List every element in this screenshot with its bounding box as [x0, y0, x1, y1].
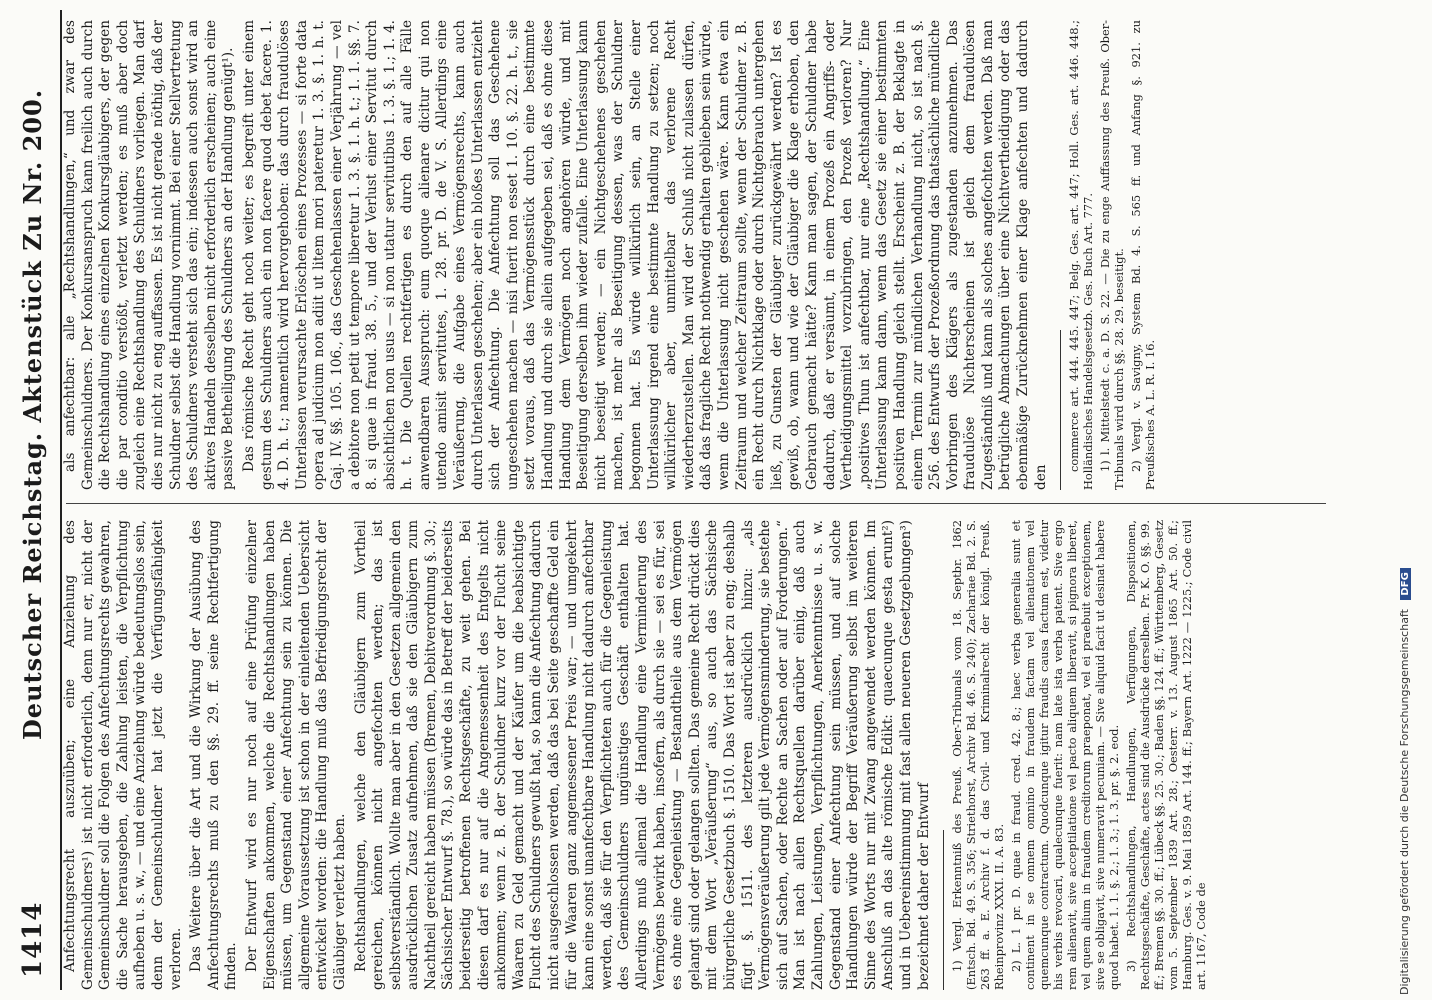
left-paragraph-2: Das Weitere über die Art und die Wirkung der Ausübung des Anfechtungsrechts muß zu den §§. 29. ff. seine Rechtfertigung finden. [188, 520, 240, 990]
funding-note-text: Digitalisierung gefördert durch die Deutsche Forschungsgemeinschaft [1398, 609, 1411, 995]
column-divider [66, 503, 1326, 504]
page-number: 1414 [18, 901, 48, 978]
left-paragraph-4: Rechtshandlungen, welche den Gläubigern zum Vortheil gereichen, können nicht angefochten werden; das ist selbstverständlich. Wollte man aber in den Gesetzen allgemein den ausdrücklichen Zusatz aufnehmen, daß sie den Gläubigern zum Nachtheil gereicht haben müssen (Bremen, Debitverordnung §. 30.; Sächsischer Entwurf §. 78.), so würde das in Betreff der beiderseits beiderseitig betroffenen Rechtsgeschäfte, zu weit gehen. Bei diesen darf es nur auf die Angemessenheit des Entgelts nicht ankommen; wenn z. B. der Schuldner kurz vor der Flucht seine Waaren zu Geld gemacht und der Käufer um die beabsichtigte Flucht des Schuldners gewußt hat, so kann die Anfechtung dadurch nicht ausgeschlossen werden, daß das bei Seite geschaffte Geld ein für die Waaren ganz angemessener Preis war; — und umgekehrt kann eine sonst unanfechtbare Handlung nicht dadurch anfechtbar werden, daß sie für den Verpflichteten auch für die Gegenleistung des Gemeinschuldners ungünstiges Geschäft enthalten hat. Allerdings muß allemal die Handlung eine Verminderung des Vermögens bewirkt haben, insofern, als durch sie — sei es für, sei es ohne eine Gegenleistung — Bestandtheile aus dem Vermögen gelangt sind oder gelangen sollten. Das gemeine Recht drückt dies mit dem Wort „Veräußerung“ aus, so auch das Sächsische bürgerliche Gesetzbuch §. 1510. Das Wort ist aber zu eng; deshalb fügt §. 1511. des letzteren ausdrücklich hinzu: „als Vermögensveräußerung gilt jede Vermögensminderung, sie bestehe sich auf Sachen, oder Rechte an Sachen oder auf Forderungen.“ Man ist nach allen Rechtsquellen darüber einig, daß auch Zahlungen, Leistungen, Verpflichtungen, Anerkenntnisse u. s. w. Gegenstand einer Anfechtung sein müssen, und auf solche Handlungen würde der Begriff Veräußerung selbst im weiteren Sinne des Worts nur mit Zwang angewendet werden können. Im Anschluß an das alte römische Edikt: quaecunque gesta erunt²) und in Uebereinstimmung mit fast allen neueren Gesetzgebungen³) bezeichnet daher der Entwurf [352, 520, 932, 990]
funding-note [1398, 35, 1418, 995]
left-footnote-2: 2) L. 1 pr. D. quae in fraud. cred. 42. 8.; haec verba generalia sunt et continent in se omnem omnino in fraudem factam vel alienationem vel quemcunque contractum. Quodcunque igitur fraudis causa factum est, videtur his verbis revocari, qualecunque fuerit: nam late ista verba patent. Sive ergo rem alienavit, sive acceptilatione vel pacto aliquem liberavit, si pignora liberet, vel quem alium in fraudem creditorum praeponat, vel ei praebuit exceptionem, sive se obligavit, sive numeravit pecuniam. — Sive aliquid facit ut desinat habere quod habet. 1. 1. §. 2.; 1. 3.; 1. 3. pr. §. 2. eod. [1009, 520, 1122, 990]
left-footnote-1: 1) Vergl. Erkenntniß des Preuß. Ober-Tribunals vom 18. Septbr. 1862 (Entsch. Bd. 49. S. 356; Striethorst, Archiv Bd. 46. S. 240); Zachariae Bd. 2. S. 263 ff. a. E. Archiv f. d. das Civil- und Kriminalrecht der königl. Preuß. Rheinprovinz XXXI. II. A. 83. [950, 520, 1007, 990]
left-column [62, 520, 1332, 990]
right-footnote-3: 2) Vergl. v. Savigny, System Bd. 4. S. 565 ff. und Anfang §. 921. zu Preußisches A. L. R. I. 16. [1129, 20, 1158, 490]
footnote-rule [1060, 330, 1061, 490]
rotated-page-content [10, 10, 1400, 990]
page-header [18, 10, 54, 990]
right-paragraph-1: als anfechtbar: alle „Rechtshandlungen,“ und zwar des Gemeinschuldners. Der Konkursanspruch kann freilich auch durch die Rechtshandlung eines einzelnen Konkursgläubigers, der gegen die par conditio verstößt, verletzt werden; es muß aber doch zugleich eine Rechtshandlung des Schuldners vorliegen. Man darf dies nur nicht zu eng auffassen. Es ist nicht gerade nöthig, daß der Schuldner selbst die Handlung vornimmt. Bei einer Stellvertretung des Schuldners versteht sich das ein; indessen auch sonst wird an aktives Handeln desselben nicht erforderlich erscheinen; auch eine passive Betheiligung des Schuldners an der Handlung genügt¹). [62, 20, 237, 490]
right-footnote-2: 1) l. Mittelstedt c. a. D. S. 22. — Die zu enge Auffassung des Preuß. Ober-Tribunals wird durch §§. 28. 29. beseitigt. [1098, 20, 1127, 490]
right-column [62, 20, 1332, 490]
left-paragraph-3: Der Entwurf wird es nur noch auf eine Prüfung einzelner Eigenschaften ankommen, welche die Rechtshandlungen haben müssen, um Gegenstand einer Anfechtung sein zu können. Die allgemeine Voraussetzung ist schon in der einleitenden Uebersicht entwickelt worden: die Handlung muß das Befriedigungsrecht der Gläubiger verletzt haben. [243, 520, 348, 990]
right-footnote-1: commerce art. 444. 445. 447; Belg. Ges. art. 447; Holl. Ges. art. 446. 448.; Holländisches Handelsgesetzb. Ges. Buch Art. 777. [1067, 20, 1096, 490]
running-title: Deutscher Reichstag. Aktenstück Zu Nr. 200. [18, 88, 47, 740]
dfg-logo: DFG [1400, 568, 1411, 599]
right-paragraph-2: Das römische Recht geht noch weiter; es begreift unter einem gestum des Schuldners auch ein non facere quod debet facere. 1. 4. D. h. t.; namentlich wird hervorgehoben: das durch fraudulöses Unterlassen verursachte Erlöschen eines Prozesses — si forte data opera ad judicium non adiit ut litem mori pateretur 1. 3. §. 1. h. t. Gaj. IV. §§. 105. 106., das Geschehenlassen einer Verjährung — vel a debitore non petit ut tempore liberetur 1. 3. §. 1. h. t.; 1. 1. §§. 7. 8. si quae in fraud. 38. 5., und der Verlust einer Servitut durch absichtlichen non usus — si non utatur servitutibus 1. 3. §. 1.; 1. 4. h. t. Die Quellen rechtfertigen es durch den auf alle Fälle anwendbaren Ausspruch: eum quoque alienare dicitur qui non utendo amisit servitutes, 1. 28. pr. D. de V. S. Allerdings eine Veräußerung, die Aufgabe eines Vermögensrechts, kann auch durch Unterlassen geschehen; aber ein bloßes Unterlassen entzieht sich der Anfechtung. Die Anfechtung soll das Geschehene ungeschehen machen — nisi fuerit non esset 1. 10. §. 22. h. t., sie setzt voraus, daß das Vermögensstück durch eine bestimmte Handlung und durch sie allein aufgegeben sei, daß es ohne diese Handlung dem Vermögen noch angehören würde, und mit Beseitigung derselben ihm wieder zufalle. Eine Unterlassung kann nicht beseitigt werden; — ein Nichtgeschehenes geschehen machen, ist mehr als Beseitigung dessen, was der Schuldner begonnen hat. Es würde willkürlich sein, an Stelle einer Unterlassung irgend eine bestimmte Handlung zu setzen; noch willkürlicher aber, unmittelbar das verlorene Recht wiederherzustellen. Man wird der Schluß nicht zulassen dürfen, daß das fragliche Recht nothwendig erhalten geblieben sein würde, wenn die Unterlassung nicht geschehen wäre. Kann etwa ein Zeitraum und welcher Zeitraum sollte, wenn der Schuldner z. B. ein Recht durch Nichtklage oder durch Nichtgebrauch untergehen ließ, zu Gunsten der Gläubiger zurückgewährt werden? Ist es gewiß, ob, wann und wie der Gläubiger die Klage erhoben, den Gebrauch gemacht hätte? Kann man sagen, der Schuldner habe dadurch, daß er versäumt, in einem Prozeß ein Angriffs- oder Vertheidigungsmittel vorzubringen, den Prozeß verloren? Nur „positives Thun ist anfechtbar, nur eine „Rechtshandlung.“ Eine Unterlassung kann dann, wenn das Gesetz sie einer bestimmten positiven Handlung gleich stellt. Erscheint z. B. der Beklagte in einem Termin zur mündlichen Verhandlung nicht, so ist nach §. 256. des Entwurfs der Prozeßordnung das thatsächliche mündliche Vorbringen des Klägers als zugestanden anzunehmen. Das fraudulöse Nichterscheinen ist gleich dem fraudulösen Zugeständniß und kann als solches angefochten werden. Daß man betrügliche Abmachungen über eine Nichtvertheidigung oder das ebenmäßige Zurücknehmen einer Klage anfechten und dadurch den [240, 20, 1049, 490]
left-footnote-3: 3) Rechtshandlungen, Handlungen, Verfügungen, Dispositionen, Rechtsgeschäfte, Geschäfte, actes sind die Ausdrücke derselben. Pr. K. O. §§. 99. ff.; Bremen §§. 30. ff.; Lübeck §§. 25. 30.; Baden §§. 124. ff.; Württemberg, Gesetz vom 5. September 1839 Art. 28.; Oesterr. v. 13. August 1865 Art. 50. ff.; Hamburg. Ges. v. 9. Mai 1859 Art. 144. ff.; Bayern Art. 1222 — 1225.; Code civil art. 1167, Code de [1124, 520, 1209, 990]
left-paragraph-1: Anfechtungsrecht auszuüben; eine Anziehung des Gemeinschuldners¹) ist nicht erforderlich, denn nur er, nicht der Gemeinschuldner soll die Folgen des Anfechtungsrechts gewahren, die Sache herausgeben, die Zahlung leisten, die Verpflichtung aufheben u. s. w., — und eine Anziehung würde bedeutungslos sein, denn der Gemeinschuldner hat jetzt die Verfügungsfähigkeit verloren. [62, 520, 184, 990]
footnote-rule [943, 830, 944, 990]
